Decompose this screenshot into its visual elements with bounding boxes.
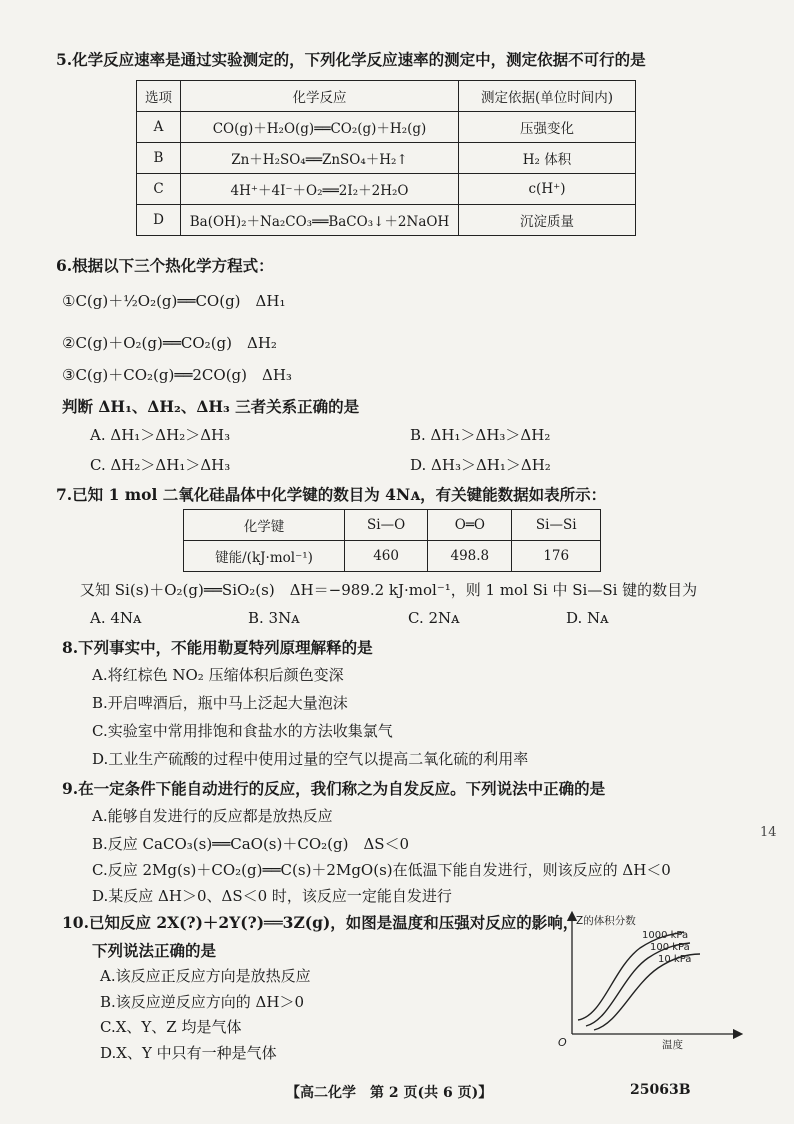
q7-row-label: 键能/(kJ·mol⁻¹) bbox=[184, 541, 345, 572]
q7-stem: 7.已知 1 mol 二氧化硅晶体中化学键的数目为 4Nᴀ，有关键能数据如表所示： bbox=[56, 485, 607, 504]
q6-option-b: B. ΔH₁＞ΔH₃＞ΔH₂ bbox=[410, 426, 551, 444]
q8-stem: 8.下列事实中，不能用勒夏特列原理解释的是 bbox=[62, 638, 373, 657]
curve-label: 10 kPa bbox=[658, 954, 692, 965]
q10-option-b: B.该反应逆反应方向的 ΔH＞0 bbox=[100, 993, 305, 1011]
q5-cell: CO(g)＋H₂O(g)══CO₂(g)＋H₂(g) bbox=[181, 112, 459, 143]
q7-option-c: C. 2Nᴀ bbox=[408, 609, 460, 627]
q7-value: 498.8 bbox=[428, 541, 512, 572]
q5-cell: C bbox=[137, 174, 181, 205]
q7-header: Si—O bbox=[345, 510, 428, 541]
q7-header: 化学键 bbox=[184, 510, 345, 541]
q10-option-c: C.X、Y、Z 均是气体 bbox=[100, 1018, 242, 1036]
page-footer: 【高二化学 第 2 页(共 6 页)】 bbox=[286, 1085, 493, 1101]
q9-option-d: D.某反应 ΔH＞0、ΔS＜0 时，该反应一定能自发进行 bbox=[92, 887, 452, 905]
q6-option-d: D. ΔH₃＞ΔH₁＞ΔH₂ bbox=[410, 456, 551, 474]
q5-header: 选项 bbox=[137, 81, 181, 112]
q5-cell: c(H⁺) bbox=[459, 174, 636, 205]
q5-cell: Ba(OH)₂＋Na₂CO₃══BaCO₃↓＋2NaOH bbox=[181, 205, 459, 236]
q8-option-c: C.实验室中常用排饱和食盐水的方法收集氯气 bbox=[92, 722, 393, 740]
q7-option-d: D. Nᴀ bbox=[566, 609, 609, 627]
q9-option-a: A.能够自发进行的反应都是放热反应 bbox=[92, 807, 333, 825]
q5-header: 测定依据(单位时间内) bbox=[459, 81, 636, 112]
q8-option-d: D.工业生产硫酸的过程中使用过量的空气以提高二氧化硫的利用率 bbox=[92, 750, 529, 768]
q6-eq1: ①C(g)＋½O₂(g)══CO(g) ΔH₁ bbox=[62, 292, 286, 310]
q7-option-a: A. 4Nᴀ bbox=[90, 609, 142, 627]
exam-code: 25063B bbox=[630, 1082, 691, 1098]
curve-label: 1000 kPa bbox=[642, 930, 689, 941]
curve-label: 100 kPa bbox=[650, 942, 690, 953]
q9-option-b: B.反应 CaCO₃(s)══CaO(s)＋CO₂(g) ΔS＜0 bbox=[92, 835, 410, 853]
q10-stem: 10.已知反应 2X(?)＋2Y(?)══3Z(g)，如图是温度和压强对反应的影响， bbox=[62, 913, 579, 932]
q6-eq3: ③C(g)＋CO₂(g)══2CO(g) ΔH₃ bbox=[62, 366, 292, 384]
q5-cell: D bbox=[137, 205, 181, 236]
q6-stem: 6.根据以下三个热化学方程式： bbox=[56, 256, 274, 275]
q7-value: 460 bbox=[345, 541, 428, 572]
q5-cell: H₂ 体积 bbox=[459, 143, 636, 174]
side-mark: 14 bbox=[760, 825, 777, 840]
q5-cell: B bbox=[137, 143, 181, 174]
q7-header: Si—Si bbox=[512, 510, 601, 541]
q10-option-d: D.X、Y 中只有一种是气体 bbox=[100, 1044, 277, 1062]
q6-option-a: A. ΔH₁＞ΔH₂＞ΔH₃ bbox=[90, 426, 231, 444]
q5-cell: 沉淀质量 bbox=[459, 205, 636, 236]
q6-prompt: 判断 ΔH₁、ΔH₂、ΔH₃ 三者关系正确的是 bbox=[62, 397, 360, 416]
q7-value: 176 bbox=[512, 541, 601, 572]
q10-figure bbox=[548, 908, 748, 1050]
q7-table bbox=[183, 509, 601, 572]
q5-cell: 4H⁺＋4I⁻＋O₂══2I₂＋2H₂O bbox=[181, 174, 459, 205]
q5-stem: 5.化学反应速率是通过实验测定的，下列化学反应速率的测定中，测定依据不可行的是 bbox=[56, 50, 646, 69]
q5-cell: Zn＋H₂SO₄══ZnSO₄＋H₂↑ bbox=[181, 143, 459, 174]
y-axis-label: Z的体积分数 bbox=[576, 915, 636, 927]
q8-option-a: A.将红棕色 NO₂ 压缩体积后颜色变深 bbox=[92, 666, 344, 684]
q5-cell: A bbox=[137, 112, 181, 143]
q7-text: 又知 Si(s)＋O₂(g)══SiO₂(s) ΔH＝−989.2 kJ·mol⁻¹，则 1 mol Si 中 Si—Si 键的数目为 bbox=[80, 581, 698, 599]
q5-table bbox=[136, 80, 636, 236]
q10-prompt: 下列说法正确的是 bbox=[92, 941, 217, 960]
q9-stem: 9.在一定条件下能自动进行的反应，我们称之为自发反应。下列说法中正确的是 bbox=[62, 779, 606, 798]
q7-option-b: B. 3Nᴀ bbox=[248, 609, 300, 627]
q9-option-c: C.反应 2Mg(s)＋CO₂(g)══C(s)＋2MgO(s)在低温下能自发进行，则该反应的 ΔH＜0 bbox=[92, 861, 671, 879]
q6-eq2: ②C(g)＋O₂(g)══CO₂(g) ΔH₂ bbox=[62, 334, 277, 352]
x-axis-label: 温度 bbox=[662, 1039, 683, 1050]
q7-header: O═O bbox=[428, 510, 512, 541]
curve-10kpa bbox=[594, 954, 700, 1030]
q10-option-a: A.该反应正反应方向是放热反应 bbox=[100, 967, 311, 985]
q5-cell: 压强变化 bbox=[459, 112, 636, 143]
q8-option-b: B.开启啤酒后，瓶中马上泛起大量泡沫 bbox=[92, 694, 348, 712]
origin-label: O bbox=[558, 1036, 567, 1049]
q6-option-c: C. ΔH₂＞ΔH₁＞ΔH₃ bbox=[90, 456, 231, 474]
q5-header: 化学反应 bbox=[181, 81, 459, 112]
